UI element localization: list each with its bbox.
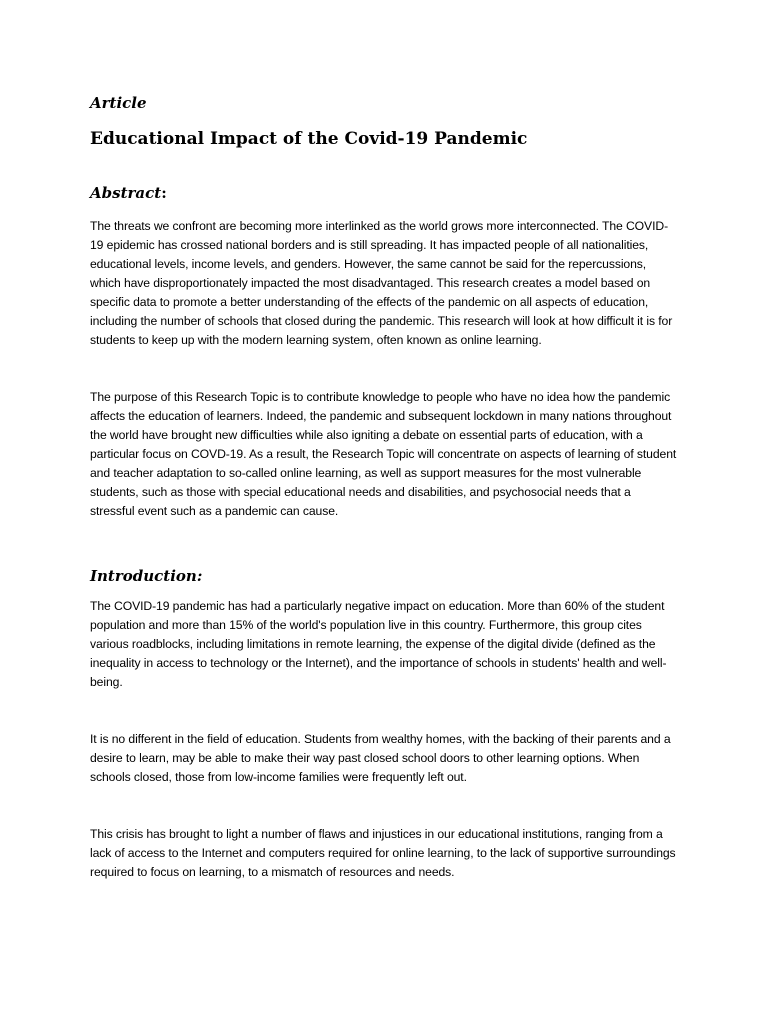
introduction-paragraph-1: The COVID-19 pandemic has had a particularly negative impact on education. More than 60% of the student population and more than 15% of the world's population live in this country. Furthermore, this group cites various roadblocks, including limitations in remote learning, the expense of the digital divide (defined as the inequality in access to technology or the Internet), and the importance of schools in students' health and well-being.: [90, 599, 667, 689]
document-title: Educational Impact of the Covid-19 Pandemic: [90, 129, 528, 149]
abstract-paragraph-2: The purpose of this Research Topic is to contribute knowledge to people who have no idea how the pandemic affects the education of learners. Indeed, the pandemic and subsequent lockdown in many nations throughout the world have brought new difficulties while also igniting a debate on essential parts of education, with a particular focus on COVD-19. As a result, the Research Topic will concentrate on aspects of learning of student and teacher adaptation to so-called online learning, as well as support measures for the most vulnerable students, such as those with special educational needs and disabilities, and psychosocial needs that a stressful event such as a pandemic can cause.: [90, 390, 677, 518]
abstract-heading: [90, 182, 678, 204]
introduction-heading: Introduction:: [90, 567, 203, 585]
abstract-paragraph-1: The threats we confront are becoming more interlinked as the world grows more interconnected. The COVID-19 epidemic has crossed national borders and is still spreading. It has impacted people of all nationalities, educational levels, income levels, and genders. However, the same cannot be said for the repercussions, which have disproportionately impacted the most disadvantaged. This research creates a model based on specific data to promote a better understanding of the effects of the pandemic on all aspects of education, including the number of schools that closed during the pandemic. This research will look at how difficult it is for students to keep up with the modern learning system, often known as online learning.: [90, 219, 673, 347]
abstract-heading-colon: :: [161, 184, 167, 202]
introduction-paragraph-3: This crisis has brought to light a number of flaws and injustices in our educational institutions, ranging from a lack of access to the Internet and computers required for online learning, to the lack of supportive surroundings required to focus on learning, to a mismatch of resources and needs.: [90, 827, 676, 879]
abstract-heading-text: Abstract: [90, 184, 162, 202]
document-page: [90, 92, 678, 882]
article-label: Article: [90, 94, 147, 112]
introduction-paragraph-2: It is no different in the field of education. Students from wealthy homes, with the backing of their parents and a desire to learn, may be able to make their way past closed school doors to other learning options. When schools closed, those from low-income families were frequently left out.: [90, 732, 671, 784]
